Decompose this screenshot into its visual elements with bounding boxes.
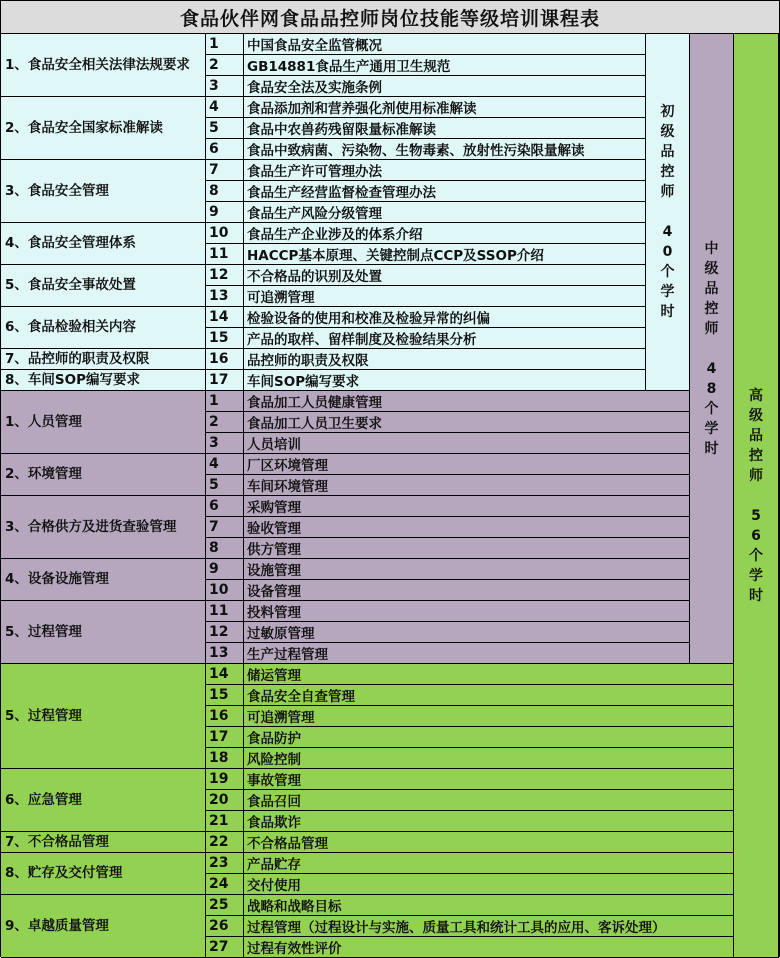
category-cell: 1、人员管理 — [1, 391, 206, 454]
course-number: 17 — [206, 370, 244, 391]
course-number: 18 — [206, 748, 244, 769]
level-label-junior — [646, 34, 690, 391]
course-name: 食品欺诈 — [244, 811, 734, 832]
course-name: 过程管理（过程设计与实施、质量工具和统计工具的应用、客诉处理） — [244, 916, 734, 937]
course-name: 过敏原管理 — [244, 622, 690, 643]
course-name: 设施管理 — [244, 559, 690, 580]
course-number: 10 — [206, 223, 244, 244]
course-name: 交付使用 — [244, 874, 734, 895]
course-number: 21 — [206, 811, 244, 832]
course-number: 2 — [206, 412, 244, 433]
course-number: 1 — [206, 34, 244, 55]
category-cell: 1、食品安全相关法律法规要求 — [1, 34, 206, 97]
course-name: 人员培训 — [244, 433, 690, 454]
course-name: 食品防护 — [244, 727, 734, 748]
course-number: 9 — [206, 202, 244, 223]
course-name: 生产过程管理 — [244, 643, 690, 664]
course-number: 7 — [206, 517, 244, 538]
course-name: 设备管理 — [244, 580, 690, 601]
course-name: 产品贮存 — [244, 853, 734, 874]
level-hours: 56个学时 — [749, 507, 763, 604]
course-number: 27 — [206, 937, 244, 958]
course-name: 不合格品的识别及处置 — [244, 265, 646, 286]
level-label-intermediate — [690, 34, 734, 664]
course-number: 1 — [206, 391, 244, 412]
category-cell: 8、贮存及交付管理 — [1, 853, 206, 895]
course-number: 15 — [206, 685, 244, 706]
course-number: 23 — [206, 853, 244, 874]
course-number: 4 — [206, 97, 244, 118]
course-number: 9 — [206, 559, 244, 580]
course-number: 14 — [206, 664, 244, 685]
course-number: 13 — [206, 643, 244, 664]
category-cell: 3、合格供方及进货查验管理 — [1, 496, 206, 559]
category-cell: 3、食品安全管理 — [1, 160, 206, 223]
course-name: 储运管理 — [244, 664, 734, 685]
course-number: 6 — [206, 496, 244, 517]
course-name: 投料管理 — [244, 601, 690, 622]
course-name: 产品的取样、留样制度及检验结果分析 — [244, 328, 646, 349]
course-number: 13 — [206, 286, 244, 307]
course-number: 15 — [206, 328, 244, 349]
level-name: 中级品控师 — [704, 240, 719, 337]
category-cell: 4、设备设施管理 — [1, 559, 206, 601]
category-cell: 5、食品安全事故处置 — [1, 265, 206, 307]
course-name: 车间环境管理 — [244, 475, 690, 496]
course-number: 4 — [206, 454, 244, 475]
course-name: 食品生产许可管理办法 — [244, 160, 646, 181]
course-number: 6 — [206, 139, 244, 160]
course-name: 可追溯管理 — [244, 286, 646, 307]
course-name: 中国食品安全监管概况 — [244, 34, 646, 55]
category-cell: 6、食品检验相关内容 — [1, 307, 206, 349]
course-name: 验收管理 — [244, 517, 690, 538]
course-name: 食品添加剂和营养强化剂使用标准解读 — [244, 97, 646, 118]
course-name: 食品中农兽药残留限量标准解读 — [244, 118, 646, 139]
course-name: 食品生产经营监督检查管理办法 — [244, 181, 646, 202]
level-name: 高级品控师 — [749, 387, 763, 484]
course-number: 19 — [206, 769, 244, 790]
course-number: 24 — [206, 874, 244, 895]
course-name: 食品生产风险分级管理 — [244, 202, 646, 223]
course-name: 食品安全自查管理 — [244, 685, 734, 706]
course-number: 16 — [206, 706, 244, 727]
course-number: 2 — [206, 55, 244, 76]
category-cell: 7、不合格品管理 — [1, 832, 206, 853]
course-number: 26 — [206, 916, 244, 937]
course-name: 品控师的职责及权限 — [244, 349, 646, 370]
course-name: 食品召回 — [244, 790, 734, 811]
course-name: 厂区环境管理 — [244, 454, 690, 475]
course-name: 食品安全法及实施条例 — [244, 76, 646, 97]
category-cell: 5、过程管理 — [1, 664, 206, 769]
course-number: 16 — [206, 349, 244, 370]
course-name: 食品中致病菌、污染物、生物毒素、放射性污染限量解读 — [244, 139, 646, 160]
course-name: 风险控制 — [244, 748, 734, 769]
course-name: 事故管理 — [244, 769, 734, 790]
category-cell: 2、食品安全国家标准解读 — [1, 97, 206, 160]
category-cell: 6、应急管理 — [1, 769, 206, 832]
category-cell: 4、食品安全管理体系 — [1, 223, 206, 265]
course-name: 食品加工人员健康管理 — [244, 391, 690, 412]
level-name: 初级品控师 — [660, 104, 675, 200]
course-name: 检验设备的使用和校准及检验异常的纠偏 — [244, 307, 646, 328]
course-number: 11 — [206, 244, 244, 265]
course-number: 5 — [206, 118, 244, 139]
course-number: 10 — [206, 580, 244, 601]
course-name: GB14881食品生产通用卫生规范 — [244, 55, 646, 76]
course-number: 20 — [206, 790, 244, 811]
course-name: 供方管理 — [244, 538, 690, 559]
course-name: 可追溯管理 — [244, 706, 734, 727]
course-number: 12 — [206, 265, 244, 286]
table-title: 食品伙伴网食品品控师岗位技能等级培训课程表 — [1, 1, 779, 34]
category-cell: 7、品控师的职责及权限 — [1, 349, 206, 370]
course-number: 3 — [206, 76, 244, 97]
course-number: 12 — [206, 622, 244, 643]
course-name: 采购管理 — [244, 496, 690, 517]
course-name: 车间SOP编写要求 — [244, 370, 646, 391]
course-name: HACCP基本原理、关键控制点CCP及SSOP介绍 — [244, 244, 646, 265]
course-number: 11 — [206, 601, 244, 622]
course-name: 食品加工人员卫生要求 — [244, 412, 690, 433]
course-number: 14 — [206, 307, 244, 328]
course-name: 战略和战略目标 — [244, 895, 734, 916]
course-name: 不合格品管理 — [244, 832, 734, 853]
category-cell: 2、环境管理 — [1, 454, 206, 496]
level-hours: 48个学时 — [704, 360, 719, 457]
category-cell: 5、过程管理 — [1, 601, 206, 664]
level-hours: 40个学时 — [660, 224, 675, 320]
course-number: 25 — [206, 895, 244, 916]
course-number: 8 — [206, 181, 244, 202]
course-name: 过程有效性评价 — [244, 937, 734, 958]
course-number: 17 — [206, 727, 244, 748]
course-name: 食品生产企业涉及的体系介绍 — [244, 223, 646, 244]
level-label-senior — [734, 34, 779, 958]
course-number: 3 — [206, 433, 244, 454]
course-number: 22 — [206, 832, 244, 853]
category-cell: 9、卓越质量管理 — [1, 895, 206, 958]
course-number: 8 — [206, 538, 244, 559]
category-cell: 8、车间SOP编写要求 — [1, 370, 206, 391]
course-number: 7 — [206, 160, 244, 181]
course-number: 5 — [206, 475, 244, 496]
